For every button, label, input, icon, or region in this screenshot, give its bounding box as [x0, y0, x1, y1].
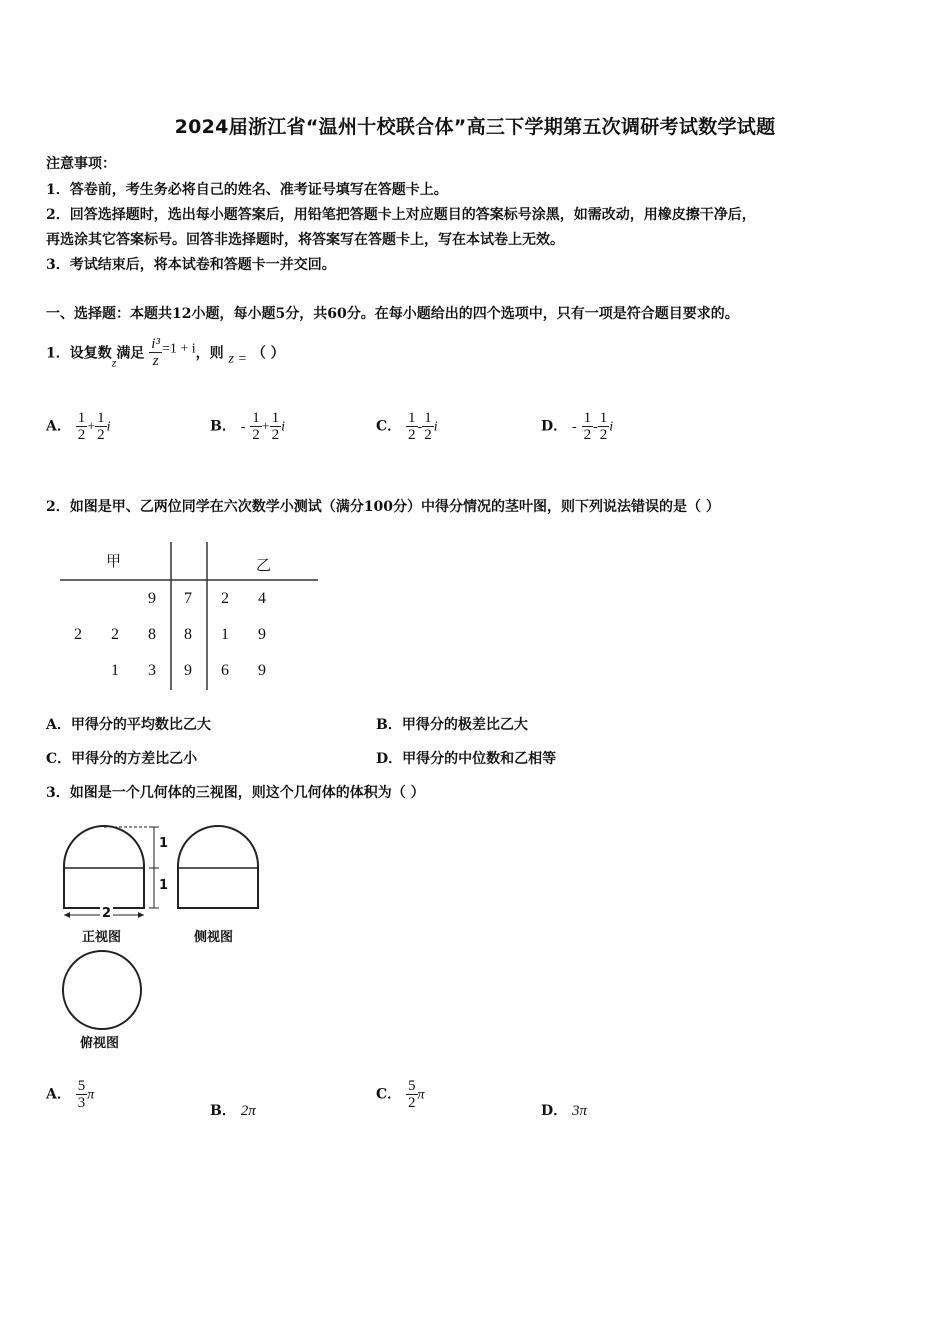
- q1-frac-num: i³: [151, 336, 160, 352]
- q2-option-a[interactable]: A．甲得分的平均数比乙大: [46, 717, 211, 733]
- q1-prefix: 1．设复数: [46, 345, 112, 362]
- option-label: B．: [210, 418, 236, 435]
- frac-den: 2: [271, 427, 280, 443]
- answer-value: 3π: [572, 1103, 588, 1119]
- dim-h2: 1: [159, 878, 169, 893]
- fraction: [582, 410, 594, 443]
- q3-option-a[interactable]: [46, 1078, 94, 1111]
- side-view-label: 侧视图: [194, 930, 234, 945]
- frac-num: 1: [408, 410, 416, 426]
- top-view-label: 俯视图: [80, 1036, 120, 1051]
- imag-unit: i: [281, 419, 286, 435]
- notice-heading: 注意事项：: [46, 156, 116, 172]
- frac-den: 2: [77, 427, 86, 443]
- pi-symbol: π: [87, 1087, 95, 1103]
- three-view-figure: [58, 822, 278, 1052]
- q1-tail: ，则: [195, 345, 224, 362]
- leaf-right: 4: [258, 590, 266, 607]
- answer-value: 2π: [240, 1103, 256, 1119]
- question-3: 3．如图是一个几何体的三视图，则这个几何体的体积为（ ）: [46, 785, 425, 801]
- option-label: C．: [376, 418, 402, 435]
- frac-num: 1: [424, 410, 432, 426]
- frac-den: 2: [408, 1095, 416, 1111]
- imag-unit: i: [433, 419, 438, 435]
- section-heading: 一、选择题：本题共12小题，每小题5分，共60分。在每小题给出的四个选项中，只有一项是符合题目要求的。: [46, 306, 739, 322]
- q1-fraction: [149, 336, 162, 369]
- q1-var-z: z: [111, 355, 117, 370]
- imag-unit: i: [609, 419, 614, 435]
- q1-option-a[interactable]: [46, 410, 111, 443]
- notice-item: 3．考试结束后，将本试卷和答题卡一并交回。: [46, 257, 336, 273]
- stem-right-header: 乙: [256, 556, 272, 574]
- q1-option-b[interactable]: [210, 410, 285, 443]
- q1-option-d[interactable]: [541, 410, 613, 443]
- frac-den: 2: [583, 427, 592, 443]
- frac-den: 2: [424, 427, 432, 443]
- fraction: [76, 1078, 88, 1111]
- leaf-right: 2: [221, 590, 229, 607]
- frac-num: 1: [583, 410, 592, 426]
- leaf-left: 9: [148, 590, 156, 607]
- fraction: [406, 410, 418, 443]
- fraction: [95, 410, 107, 443]
- leaf-right: 9: [258, 626, 266, 643]
- frac-num: 1: [271, 410, 280, 426]
- q1-mid: 满足: [116, 345, 145, 362]
- notice-item: 再选涂其它答案标号。回答非选择题时，将答案写在答题卡上，写在本试卷上无效。: [46, 232, 564, 248]
- option-label: B．: [210, 1103, 236, 1119]
- q2-option-b[interactable]: B．甲得分的极差比乙大: [376, 717, 528, 733]
- q3-option-d[interactable]: [541, 1100, 587, 1120]
- leaf-left: 2: [74, 626, 82, 643]
- frac-num: 5: [408, 1078, 416, 1094]
- q1-z-eq: z =: [228, 351, 247, 367]
- leaf-right: 1: [221, 626, 229, 643]
- option-label: A．: [46, 1086, 71, 1103]
- option-label: D．: [541, 418, 568, 435]
- operator: +: [87, 419, 96, 435]
- q1-eq: =1 + i: [161, 341, 196, 357]
- frac-den: 3: [77, 1095, 86, 1111]
- notice-item: 2．回答选择题时，选出每小题答案后，用铅笔把答题卡上对应题目的答案标号涂黑，如需改动，用橡皮擦干净后，: [46, 207, 756, 223]
- frac-num: 1: [599, 410, 608, 426]
- stem-leaf-plot: [58, 540, 320, 692]
- fraction: [406, 1078, 418, 1111]
- option-label: D．: [541, 1103, 568, 1119]
- frac-den: 2: [599, 427, 608, 443]
- leaf-right: 9: [258, 662, 266, 679]
- frac-num: 1: [77, 410, 86, 426]
- q1-paren: （ ）: [251, 345, 285, 362]
- page-title: 2024届浙江省“温州十校联合体”高三下学期第五次调研考试数学试题: [174, 116, 776, 138]
- pi-symbol: π: [417, 1087, 425, 1103]
- operator: -: [593, 419, 598, 435]
- stem-value: 7: [184, 590, 192, 607]
- operator: +: [261, 419, 270, 435]
- question-2: 2．如图是甲、乙两位同学在六次数学小测试（满分100分）中得分情况的茎叶图，则下列说法错误的是（ ）: [46, 499, 720, 515]
- leaf-right: 6: [221, 662, 229, 679]
- leaf-left: 8: [148, 626, 156, 643]
- sign: -: [572, 419, 577, 435]
- fraction: [250, 410, 262, 443]
- frac-num: 5: [77, 1078, 86, 1094]
- fraction: [270, 410, 282, 443]
- frac-den: 2: [252, 427, 260, 443]
- leaf-left: 1: [111, 662, 119, 679]
- front-view-label: 正视图: [82, 930, 122, 945]
- q3-option-b[interactable]: [210, 1100, 256, 1120]
- frac-den: 2: [97, 427, 105, 443]
- q2-option-d[interactable]: D．甲得分的中位数和乙相等: [376, 751, 557, 767]
- q2-option-c[interactable]: C．甲得分的方差比乙小: [46, 751, 198, 767]
- leaf-left: 2: [111, 626, 119, 643]
- frac-den: 2: [408, 427, 416, 443]
- q3-option-c[interactable]: [376, 1078, 425, 1111]
- dim-h1: 1: [159, 836, 169, 851]
- stem-value: 8: [184, 626, 192, 643]
- question-1: [46, 336, 285, 380]
- stem-left-header: 甲: [106, 552, 122, 570]
- frac-num: 1: [252, 410, 260, 426]
- option-label: A．: [46, 418, 71, 435]
- fraction: [76, 410, 88, 443]
- fraction: [598, 410, 610, 443]
- leaf-left: 3: [148, 662, 156, 679]
- stem-value: 9: [184, 662, 192, 679]
- dim-width: 2: [102, 906, 112, 921]
- q1-option-c[interactable]: [376, 410, 438, 443]
- operator: -: [417, 419, 423, 435]
- frac-num: 1: [97, 410, 105, 426]
- notice-item: 1．答卷前，考生务必将自己的姓名、准考证号填写在答题卡上。: [46, 182, 448, 198]
- fraction: [422, 410, 434, 443]
- imag-unit: i: [106, 419, 111, 435]
- sign: -: [240, 419, 246, 435]
- option-label: C．: [376, 1086, 402, 1103]
- q1-frac-den: z: [152, 353, 159, 369]
